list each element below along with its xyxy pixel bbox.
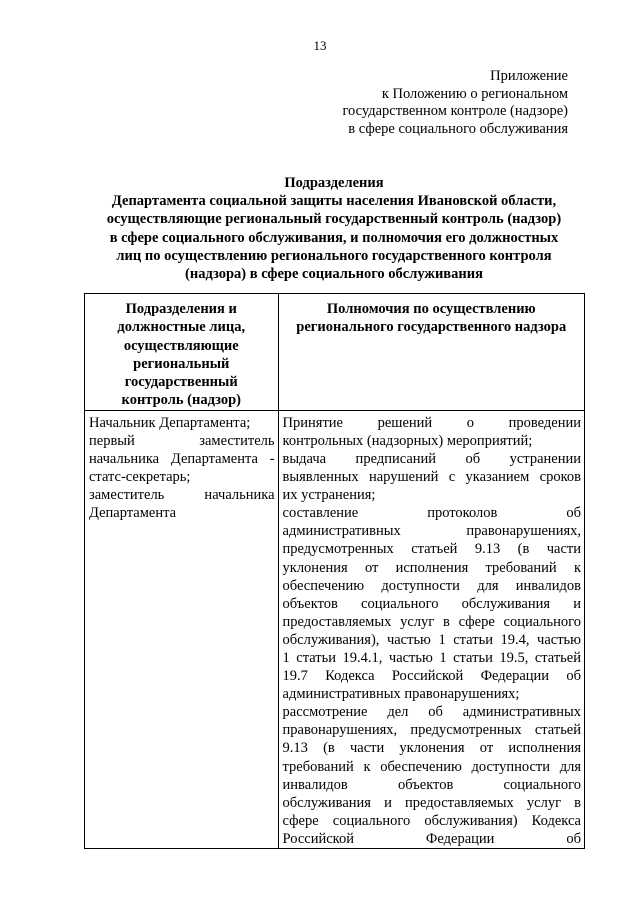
text-line: Российской Федерации об bbox=[282, 830, 581, 847]
text-line: заместитель начальника bbox=[89, 487, 275, 504]
text-line: контрольных (надзорных) мероприятий; bbox=[282, 432, 533, 449]
header-cell-powers bbox=[278, 294, 584, 411]
header-line: должностные лица, bbox=[117, 319, 246, 336]
table-row bbox=[85, 410, 585, 848]
header-line: государственный bbox=[124, 374, 238, 391]
appendix-line: в сфере социального обслуживания bbox=[348, 120, 568, 137]
page-number: 13 bbox=[313, 38, 327, 53]
text-line: их устранения; bbox=[282, 487, 376, 504]
text-line: сфере социального обслуживания) Кодекса bbox=[282, 812, 581, 829]
text-line: выявленных нарушений с указанием сроков bbox=[282, 469, 581, 486]
appendix-block bbox=[268, 68, 568, 138]
text-line: Принятие решений о проведении bbox=[282, 414, 581, 431]
title-line: осуществляющие региональный государственный контроль (надзор) bbox=[106, 211, 562, 228]
title-line: Департамента социальной защиты населения Ивановской области, bbox=[111, 193, 557, 210]
authority-table bbox=[84, 293, 585, 849]
text-line: 19.7 Кодекса Российской Федерации об bbox=[282, 668, 581, 685]
title-line: в сфере социального обслуживания, и полномочия его должностных bbox=[109, 229, 559, 246]
text-line: обеспечению доступности для инвалидов bbox=[282, 577, 581, 594]
text-line: объектов социального обслуживания и bbox=[282, 595, 581, 612]
text-line: административных правонарушениях, bbox=[282, 523, 581, 540]
header-line: Полномочия по осуществлению bbox=[326, 301, 536, 317]
text-line: административных правонарушениях; bbox=[282, 686, 520, 703]
appendix-line: Приложение bbox=[490, 68, 568, 84]
text-line: правонарушениях, предусмотренных статьей bbox=[282, 722, 581, 739]
header-cell-divisions bbox=[85, 294, 279, 411]
text-line: рассмотрение дел об административных bbox=[282, 704, 581, 721]
text-line: Начальник Департамента; bbox=[89, 414, 251, 431]
text-line: обслуживания), частью 1 статьи 19.4, частью bbox=[282, 631, 581, 648]
header-line: Подразделения и bbox=[125, 301, 237, 317]
title-line: (надзора) в сфере социального обслуживания bbox=[185, 266, 483, 283]
text-line: начальника Департамента - bbox=[89, 450, 275, 467]
header-line: регионального государственного надзора bbox=[296, 319, 567, 336]
text-line: первый заместитель bbox=[89, 432, 275, 449]
text-line: инвалидов объектов социального bbox=[282, 776, 581, 793]
text-line: предоставляемых услуг в сфере социального bbox=[282, 613, 581, 630]
header-line: региональный bbox=[133, 355, 230, 372]
text-line: 1 статьи 19.4.1, частью 1 статьи 19.5, статьей bbox=[282, 650, 581, 666]
header-line: контроль (надзор) bbox=[121, 392, 241, 409]
appendix-line: к Положению о региональном bbox=[381, 85, 568, 102]
text-line: Департамента bbox=[89, 505, 177, 522]
text-line: обслуживания и предоставляемых услуг в bbox=[282, 794, 581, 811]
header-line: осуществляющие bbox=[123, 337, 239, 354]
text-line: уклонения от исполнения требований к bbox=[282, 559, 581, 576]
officials-cell bbox=[85, 410, 279, 848]
title-line: Подразделения bbox=[284, 175, 384, 191]
text-line: требований к обеспечению доступности для bbox=[282, 758, 581, 775]
document-title bbox=[84, 174, 584, 283]
powers-cell bbox=[278, 410, 584, 848]
appendix-line: государственном контроле (надзоре) bbox=[342, 103, 568, 119]
table-header-row bbox=[85, 294, 585, 411]
text-line: выдача предписаний об устранении bbox=[282, 450, 581, 467]
text-line: предусмотренных статьей 9.13 (в части bbox=[282, 541, 581, 558]
text-line: статс-секретарь; bbox=[89, 469, 191, 486]
text-line: составление протоколов об bbox=[282, 505, 581, 522]
title-line: лиц по осуществлению регионального государственного контроля bbox=[116, 247, 552, 264]
text-line: 9.13 (в части уклонения от исполнения bbox=[282, 740, 581, 757]
